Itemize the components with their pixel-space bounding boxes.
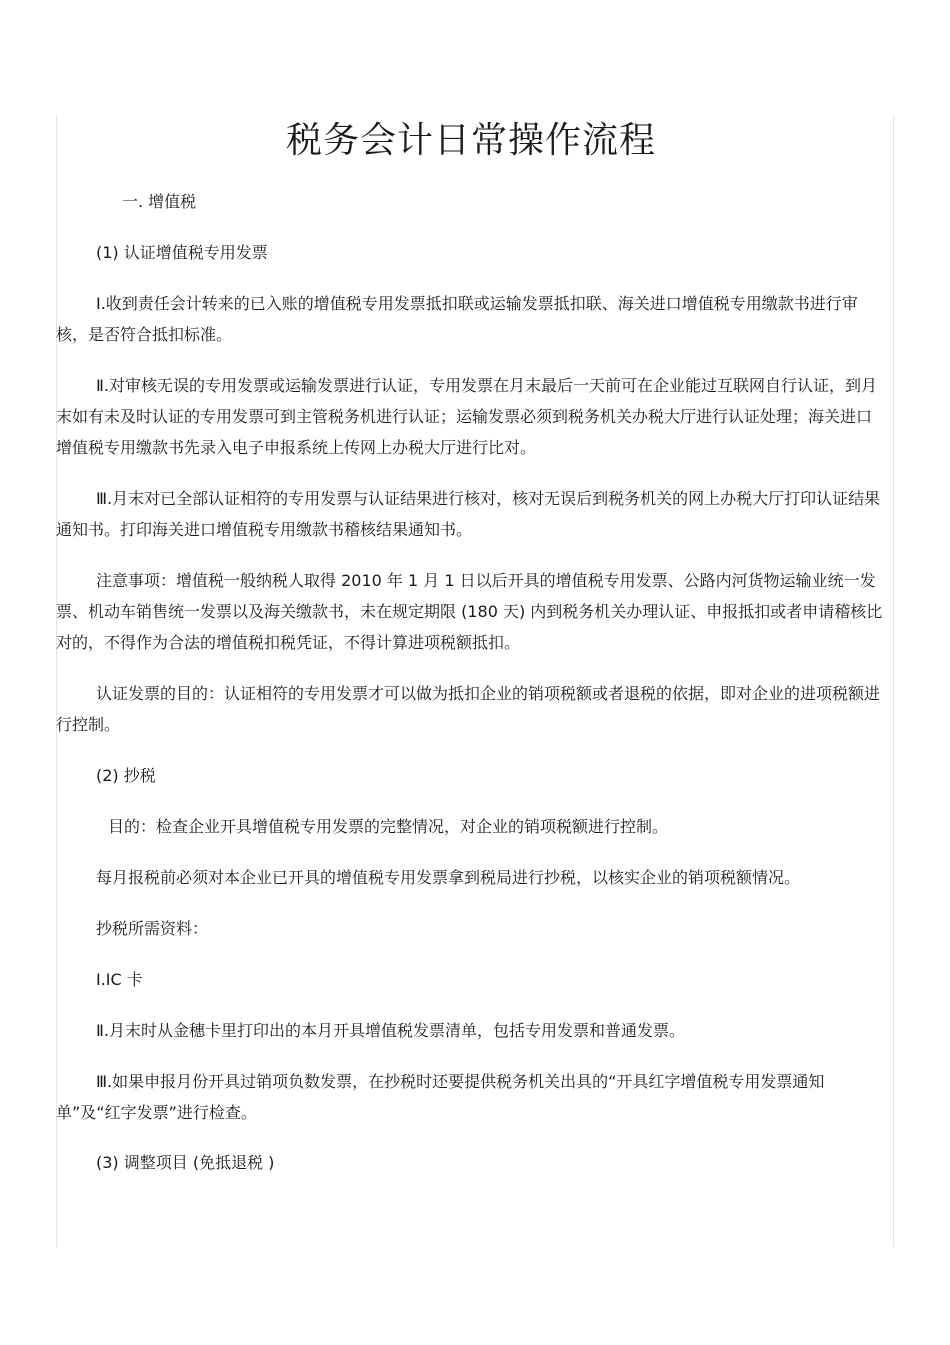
document-body — [56, 118, 886, 1178]
paragraph-materials-heading: 抄税所需资料： — [96, 919, 209, 938]
subsection-heading-adjust: (3) 调整项目 (免抵退税 ) — [96, 1153, 275, 1172]
subsection-heading-copy-tax: (2) 抄税 — [96, 766, 156, 785]
paragraph-purpose-verify: 认证发票的目的：认证相符的专用发票才可以做为抵扣企业的销项税额或者退税的依据，即对企业的进项税额进行控制。 — [56, 684, 881, 734]
material-item-2: Ⅱ.月末时从金穗卡里打印出的本月开具增值税发票清单，包括专用发票和普通发票。 — [96, 1021, 685, 1040]
paragraph-purpose-copy-tax: 目的：检查企业开具增值税专用发票的完整情况，对企业的销项税额进行控制。 — [108, 817, 669, 836]
paragraph-step-2: Ⅱ.对审核无误的专用发票或运输发票进行认证，专用发票在月末最后一天前可在企业能过互联网自行认证，到月末如有未及时认证的专用发票可到主管税务机进行认证；运输发票必须到税务机关办税大厅进行认证处理；海关进口增值税专用缴款书先录入电子申报系统上传网上办税大厅进行比对。 — [56, 376, 877, 457]
section-heading-vat: 一. 增值税 — [122, 192, 197, 211]
document-title: 税务会计日常操作流程 — [285, 120, 656, 161]
paragraph-step-1: Ⅰ.收到责任会计转来的已入账的增值税专用发票抵扣联或运输发票抵扣联、海关进口增值税专用缴款书进行审核，是否符合抵扣标准。 — [56, 294, 858, 344]
subsection-heading-verify: (1) 认证增值税专用发票 — [96, 243, 268, 262]
material-item-3: Ⅲ.如果申报月份开具过销项负数发票，在抄税时还要提供税务机关出具的“开具红字增值税专用发票通知单”及“红字发票”进行检查。 — [56, 1072, 825, 1122]
paragraph-step-3: Ⅲ.月末对已全部认证相符的专用发票与认证结果进行核对，核对无误后到税务机关的网上办税大厅打印认证结果通知书。打印海关进口增值税专用缴款书稽核结果通知书。 — [56, 489, 881, 539]
paragraph-monthly: 每月报税前必须对本企业已开具的增值税专用发票拿到税局进行抄税，以核实企业的销项税额情况。 — [96, 868, 801, 887]
paragraph-note: 注意事项：增值税一般纳税人取得 2010 年 1 月 1 日以后开具的增值税专用发票、公路内河货物运输业统一发票、机动车销售统一发票以及海关缴款书，未在规定期限 (180 天) 内到税务机关办理认证、申报抵扣或者申请稽核比对的，不得作为合法的增值税扣税凭证，不得计算进项税额抵扣。 — [56, 571, 883, 652]
material-item-1: Ⅰ.IC 卡 — [96, 970, 143, 989]
